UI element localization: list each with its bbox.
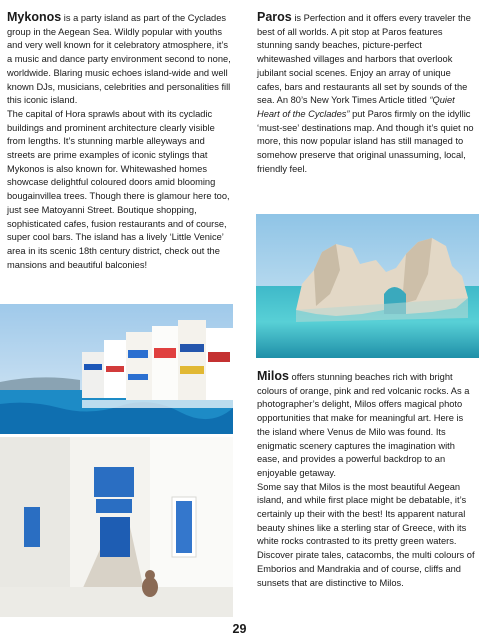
milos-paragraph-2: Some say that Milos is the most beautiful Aegean island, and while first place might be debatable, it’s certainly up their with the best! Its apparent natural beauty shines like a sterling star of Greece, with its white rocks contrasted to its pretty green waters. Discover pirate tales, catacombs, the multi colours of Emborios and Mandrakia and of course, cliffs and sunsets that are distinctive to Milos. [257, 481, 475, 588]
milos-intro-text: offers stunning beaches rich with bright colours of orange, pink and red volcanic rocks. As a photographer’s delight, Milos offers magical photo opportunities that make for meaningful art. Here is the island where Venus de Milo was found. Its enigmatic scenery captures the imagination with ease, and provides a powerful backdrop to an enjoyable getaway. [257, 372, 470, 478]
paros-heading: Paros [257, 10, 292, 24]
paros-article-quote: “Quiet Heart of the Cyclades” [257, 95, 455, 119]
mykonos-heading: Mykonos [7, 10, 62, 24]
mykonos-paragraph-2: The capital of Hora sprawls about with its cycladic buildings and prominent architecture clearly visible from lengths. It’s stunning marble alleyways and streets are prime examples of iconic stylings that Mykonos is also known for. Whitewashed homes showcase delightful coloured doors amid blooming bougainvillea trees. Though there is glamour here too, just see Matoyanni Street. Boutique shopping, sophisticated cafes, fusion restaurants and of course, super cool bars. The island has a lively ‘Little Venice’ area in its scenic 18th century district, check out the mansions and beautiful balconies! [7, 108, 230, 270]
milos-heading: Milos [257, 369, 289, 383]
little-venice-photo [0, 304, 233, 434]
page-number: 29 [232, 622, 247, 636]
mykonos-section [7, 11, 233, 272]
paros-paragraph [257, 11, 475, 176]
mykonos-intro-text: is a party island as part of the Cyclades group in the Aegean Sea. Wildly popular with youths and very well known for it celebratory atmosphere, it’s a music and dance party environment second to none, worldwide. Blaring music echoes island-wide and well known DJs, musicians, celebrities and personalities fill this iconic island. [7, 13, 231, 106]
paros-text-after-quote: put Paros firmly on the idyllic ‘must-see’ destinations map. And though it’s quiet no more, this now popular island has still managed to somehow preserve that original unassuming, local, friendly feel. [257, 108, 474, 174]
mykonos-intro-paragraph [7, 11, 233, 108]
milos-intro-paragraph [257, 370, 475, 481]
mykonos-alley-photo [0, 437, 233, 617]
paros-text-before-quote: is Perfection and it offers every traveler the best of all worlds. A pit stop at Paros features stunning sandy beaches, picture-perfect whitewashed villages and harbors that overlook jubilant social scenes. Enjoy an array of unique cafes, bars and restaurants all set by sounds of the sea. An 80’s New York Times Article titled [257, 13, 471, 106]
paros-cliffs-photo [256, 214, 479, 358]
milos-section [257, 370, 475, 590]
paros-section [257, 11, 475, 176]
